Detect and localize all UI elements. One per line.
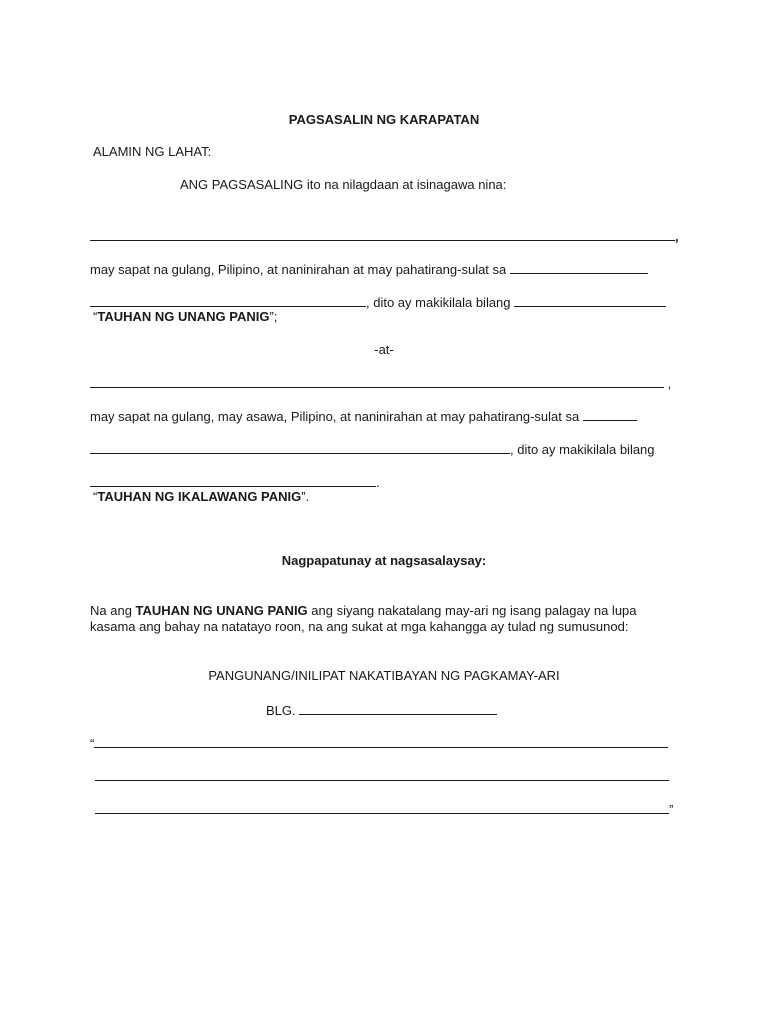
description-blank-2[interactable] [95, 768, 669, 781]
party2-name-line: , [90, 375, 671, 392]
party1-known-as-blank[interactable] [514, 294, 666, 307]
party1-address-cont-blank[interactable] [90, 294, 366, 307]
description-blank-3[interactable] [95, 801, 669, 814]
party1-name-line: , [90, 228, 679, 245]
party2-known-as-blank-line: . [90, 474, 380, 491]
party1-residence-line [90, 261, 648, 278]
statement-line2: kasama ang bahay na natatayo roon, na ang sukat at mga kahangga ay tulad ng sumusunod: [90, 619, 629, 634]
party2-name-blank[interactable] [90, 375, 664, 388]
party1-known-as-text: , dito ay makikilala bilang [366, 295, 511, 310]
separator-at: -at- [374, 342, 394, 357]
attest-heading: Nagpapatunay at nagsasalaysay: [281, 553, 487, 568]
party2-residence-text: may sapat na gulang, may asawa, Pilipino, at naninirahan at may pahatirang-sulat sa [90, 409, 580, 424]
party2-known-as-text: , dito ay makikilala bilang [510, 442, 655, 457]
description-line-3: ” [95, 801, 673, 818]
description-line-1: “ [90, 735, 668, 752]
description-line-2 [95, 768, 669, 785]
statement-party-ref: TAUHAN NG UNANG PANIG [135, 603, 308, 618]
party1-label-line: “TAUHAN NG UNANG PANIG”; [93, 309, 278, 324]
party2-address-blank[interactable] [583, 408, 637, 421]
party1-residence-text: may sapat na gulang, Pilipino, at naninirahan at may pahatirang-sulat sa [90, 262, 507, 277]
statement-line1: Na ang TAUHAN NG UNANG PANIG ang siyang nakatalang may-ari ng isang palagay na lupa [90, 603, 637, 618]
party1-label: TAUHAN NG UNANG PANIG [97, 309, 270, 324]
description-blank-1[interactable] [94, 735, 668, 748]
party2-label: TAUHAN NG IKALAWANG PANIG [97, 489, 302, 504]
party1-name-blank[interactable] [90, 228, 675, 241]
certificate-heading: PANGUNANG/INILIPAT NAKATIBAYAN NG PAGKAMAY-ARI [208, 668, 560, 683]
party2-address-cont-blank[interactable] [90, 441, 510, 454]
document-title: PAGSASALIN NG KARAPATAN [288, 112, 480, 127]
party2-known-as-line [90, 441, 655, 458]
intro-sentence: ANG PAGSASALING ito na nilagdaan at isinagawa nina: [180, 177, 507, 192]
certificate-number-blank[interactable] [299, 702, 497, 715]
party2-known-as-blank[interactable] [90, 474, 376, 487]
party2-residence-line [90, 408, 637, 425]
greeting: ALAMIN NG LAHAT: [93, 144, 212, 159]
certificate-number-line [266, 702, 497, 719]
certificate-number-label: BLG. [266, 703, 296, 718]
party2-label-line: “TAUHAN NG IKALAWANG PANIG”. [93, 489, 310, 504]
party1-address-blank[interactable] [510, 261, 648, 274]
